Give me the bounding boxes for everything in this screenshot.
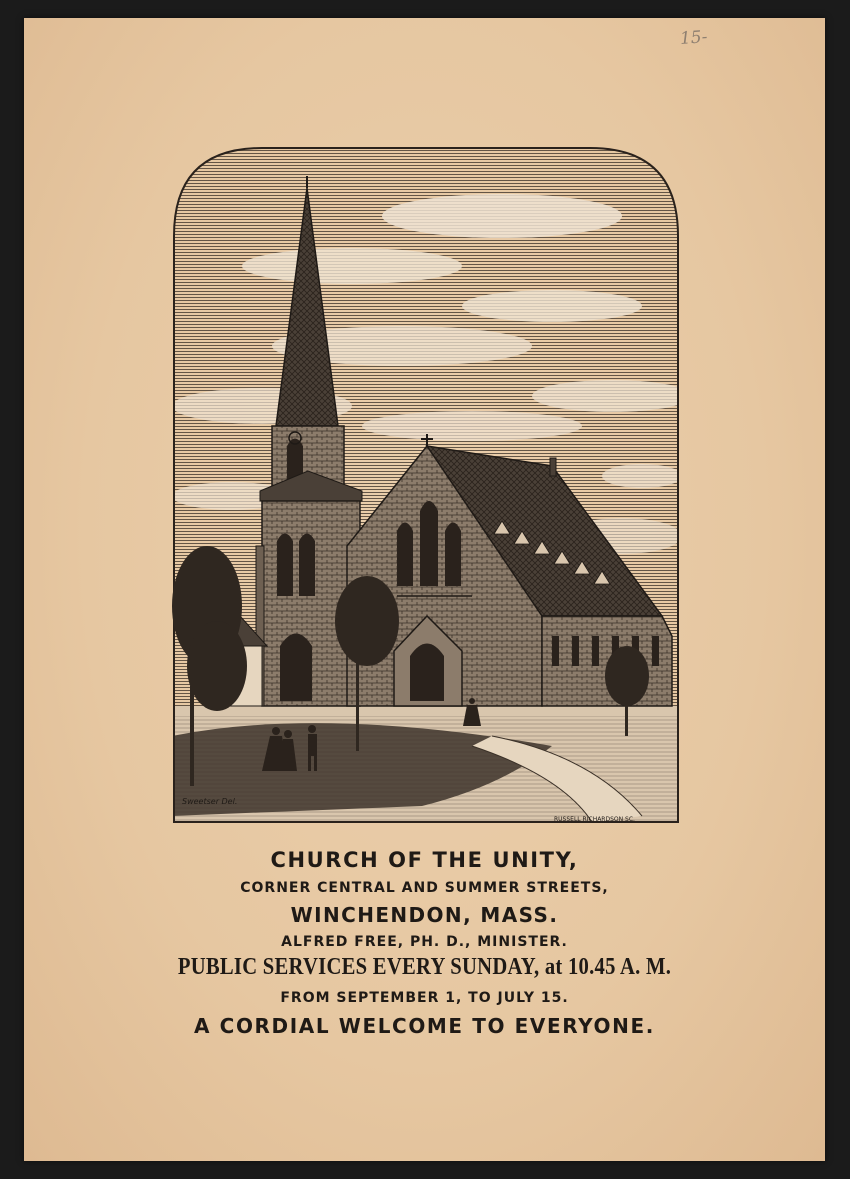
church-name: CHURCH OF THE UNITY, (270, 848, 579, 872)
church-engraving-illustration (172, 146, 680, 824)
services-line: PUBLIC SERVICES EVERY SUNDAY, at 10.45 A. M. (177, 954, 672, 980)
welcome-line: A CORDIAL WELCOME TO EVERYONE. (194, 1014, 655, 1038)
pencil-annotation: 15- (679, 27, 709, 49)
season-line: FROM SEPTEMBER 1, TO JULY 15. (280, 990, 569, 1006)
minister-line: ALFRED FREE, PH. D., MINISTER. (281, 934, 568, 950)
town-line: WINCHENDON, MASS. (290, 903, 559, 927)
engraver-signature: RUSSELL RICHARDSON SC. (554, 816, 635, 823)
church-engraving (172, 146, 680, 824)
location-line: CORNER CENTRAL AND SUMMER STREETS, (240, 880, 609, 896)
artist-signature: Sweetser Del. (182, 797, 238, 806)
